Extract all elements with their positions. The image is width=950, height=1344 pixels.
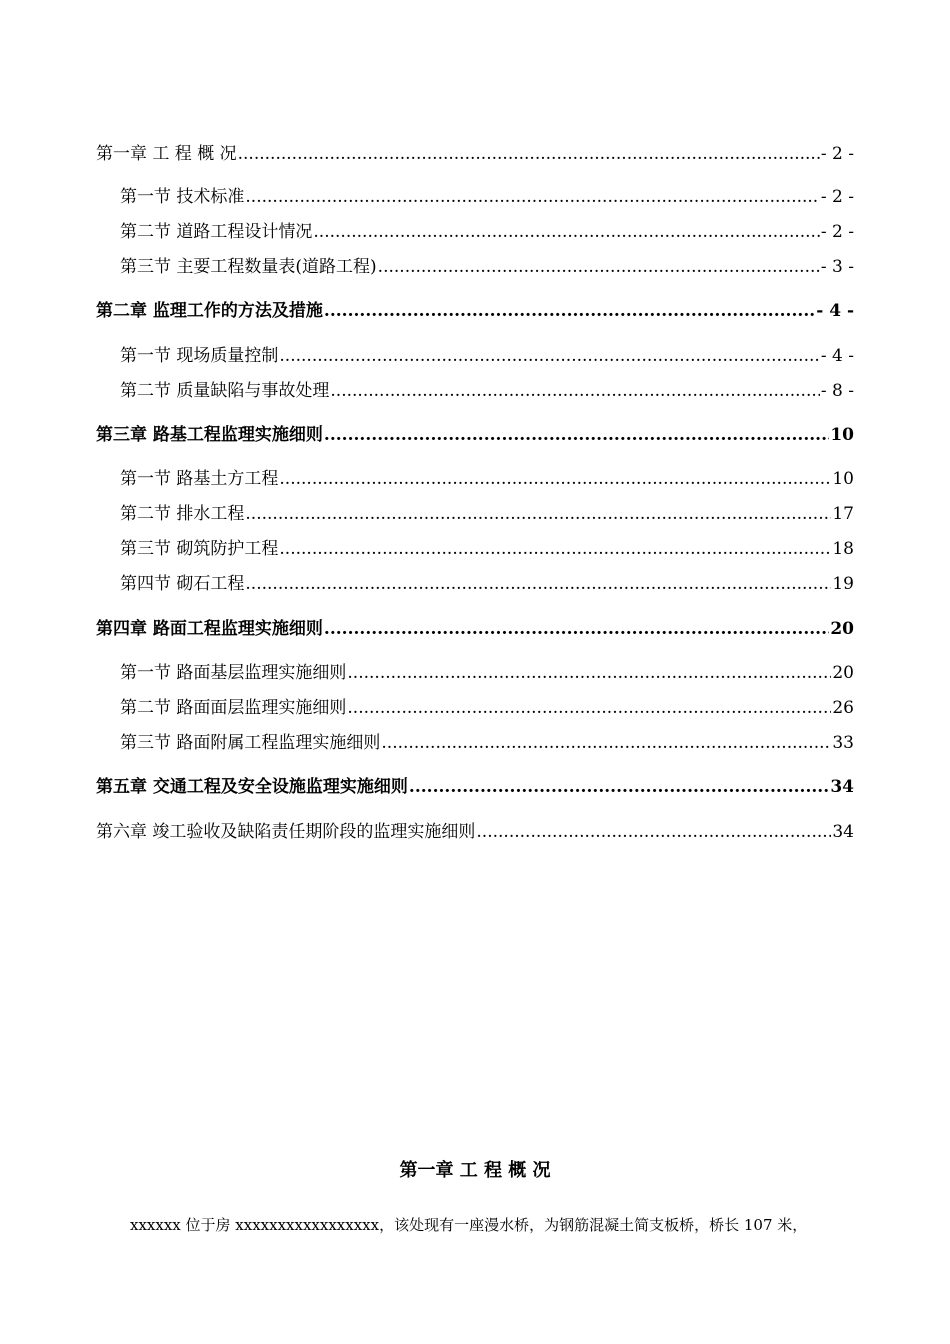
toc-entry-page: 26: [832, 698, 854, 718]
toc-entry[interactable]: [96, 776, 854, 798]
toc-entry-title: 第一章 工 程 概 况: [96, 144, 237, 164]
toc-leader: [381, 732, 831, 754]
toc-entry-page: - 2 -: [820, 222, 854, 242]
toc-entry[interactable]: [96, 221, 854, 243]
toc-entry[interactable]: [96, 300, 854, 322]
toc-leader: [279, 538, 831, 560]
toc-entry-page: 34: [830, 777, 854, 797]
toc-leader: [324, 424, 829, 446]
toc-entry-title: 第二节 道路工程设计情况: [120, 222, 313, 242]
toc-leader: [279, 345, 819, 367]
toc-leader: [324, 618, 829, 640]
toc-entry[interactable]: [96, 732, 854, 754]
toc-leader: [409, 776, 829, 798]
toc-entry-title: 第四章 路面工程监理实施细则: [96, 619, 323, 639]
toc-entry-page: 17: [832, 504, 854, 524]
toc-entry[interactable]: [96, 468, 854, 490]
toc-entry-title: 第一节 现场质量控制: [120, 346, 279, 366]
toc-entry[interactable]: [96, 662, 854, 684]
toc-entry-page: 34: [832, 822, 854, 842]
toc-entry-page: - 8 -: [820, 381, 854, 401]
toc-entry-page: 20: [832, 663, 854, 683]
toc-entry-page: 19: [832, 574, 854, 594]
toc-leader: [347, 662, 831, 684]
toc-entry-title: 第三章 路基工程监理实施细则: [96, 425, 323, 445]
toc-leader: [238, 143, 820, 165]
toc-entry[interactable]: [96, 697, 854, 719]
toc-entry[interactable]: [96, 503, 854, 525]
toc-entry-page: - 4 -: [816, 301, 854, 321]
toc-entry[interactable]: [96, 380, 854, 402]
toc-leader: [279, 468, 831, 490]
toc-entry[interactable]: [96, 573, 854, 595]
chapter-heading: 第一章 工 程 概 况: [399, 1160, 551, 1181]
toc-entry-page: 33: [832, 733, 854, 753]
toc-entry-title: 第二节 质量缺陷与事故处理: [120, 381, 330, 401]
toc-entry-title: 第二章 监理工作的方法及措施: [96, 301, 323, 321]
toc-entry-title: 第三节 砌筑防护工程: [120, 539, 279, 559]
toc-leader: [245, 573, 831, 595]
toc-entry-page: - 3 -: [820, 257, 854, 277]
toc-entry-page: 18: [832, 539, 854, 559]
toc-entry-title: 第五章 交通工程及安全设施监理实施细则: [96, 777, 408, 797]
toc-leader: [330, 380, 819, 402]
toc-entry-title: 第三节 路面附属工程监理实施细则: [120, 733, 381, 753]
toc-leader: [324, 300, 815, 322]
toc-entry[interactable]: [96, 538, 854, 560]
toc-entry[interactable]: [96, 618, 854, 640]
toc-entry[interactable]: [96, 821, 854, 843]
toc-entry-title: 第四节 砌石工程: [120, 574, 245, 594]
toc-entry-title: 第二节 路面面层监理实施细则: [120, 698, 347, 718]
toc-entry[interactable]: [96, 345, 854, 367]
toc-entry-title: 第一节 路面基层监理实施细则: [120, 663, 347, 683]
body-paragraph: xxxxxx 位于房 xxxxxxxxxxxxxxxxx，该处现有一座漫水桥，为钢筋混凝土简支板桥，桥长 107 米，: [130, 1216, 808, 1234]
toc-entry-page: 10: [830, 425, 854, 445]
toc-entry-page: - 2 -: [820, 144, 854, 164]
toc-entry-title: 第二节 排水工程: [120, 504, 245, 524]
toc-entry[interactable]: [96, 186, 854, 208]
toc-leader: [245, 503, 831, 525]
toc-entry-title: 第一节 技术标准: [120, 187, 245, 207]
toc-leader: [313, 221, 819, 243]
toc-entry-page: - 4 -: [820, 346, 854, 366]
toc-entry-page: 20: [830, 619, 854, 639]
toc-entry-title: 第六章 竣工验收及缺陷责任期阶段的监理实施细则: [96, 822, 476, 842]
toc-entry-title: 第一节 路基土方工程: [120, 469, 279, 489]
toc-leader: [476, 821, 831, 843]
toc-leader: [378, 256, 820, 278]
toc-entry[interactable]: [96, 424, 854, 446]
toc-entry[interactable]: [96, 143, 854, 165]
toc-leader: [347, 697, 831, 719]
toc-entry-title: 第三节 主要工程数量表(道路工程): [120, 257, 377, 277]
toc-leader: [245, 186, 819, 208]
toc-entry-page: 10: [832, 469, 854, 489]
toc-entry[interactable]: [96, 256, 854, 278]
toc-entry-page: - 2 -: [820, 187, 854, 207]
